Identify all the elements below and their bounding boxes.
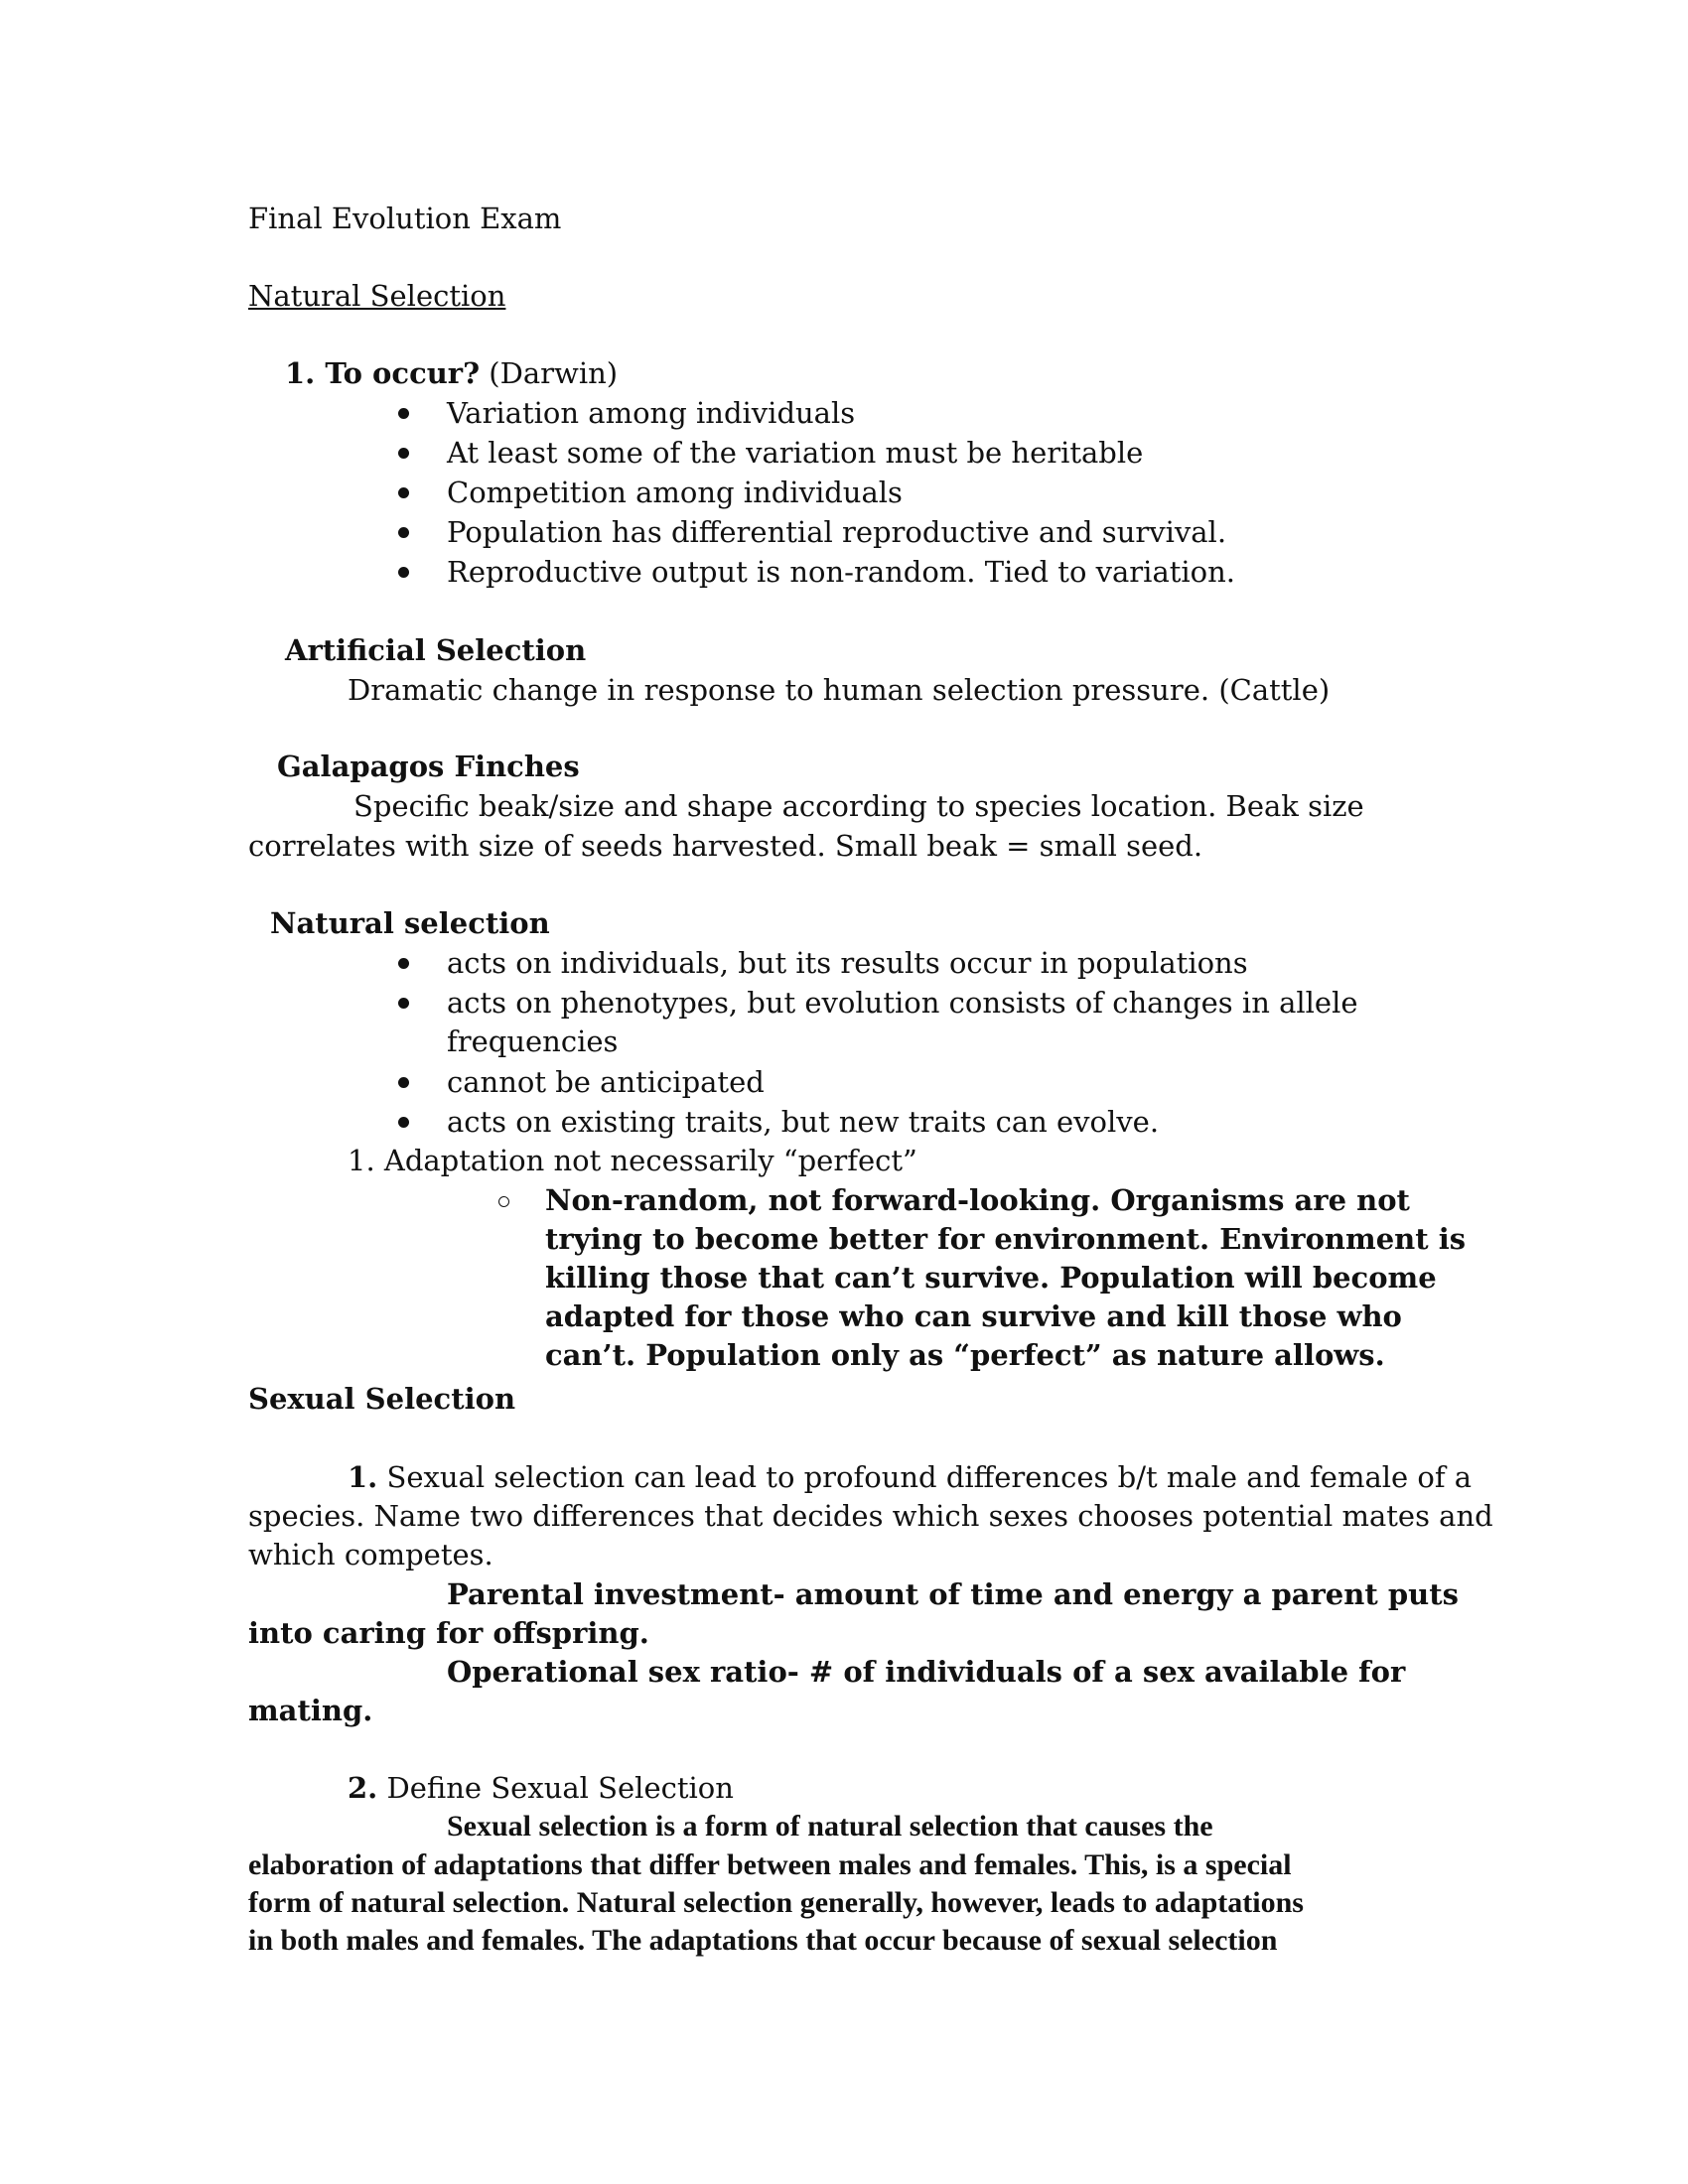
sexual-question-1-line [348,1458,1472,1497]
list-item: Population has differential reproductive and survival. [447,515,1227,549]
bullet-icon [398,567,409,578]
sub-list-line: killing those that can’t survive. Population will become [545,1261,1437,1295]
list-item: At least some of the variation must be heritable [447,436,1144,470]
list-item: acts on phenotypes, but evolution consists of changes in allele [447,986,1358,1020]
list-item: Competition among individuals [447,476,903,509]
list-item-continuation: frequencies [447,1024,619,1058]
document-title: Final Evolution Exam [248,202,562,235]
sub-list-line: trying to become better for environment. Environment is [545,1222,1467,1256]
question-text: Sexual selection can lead to profound differences b/t male and female of a [377,1460,1473,1494]
heading-natural-selection: Natural selection [270,906,550,940]
answer-parental-investment-continuation: into caring for offspring. [248,1616,649,1650]
sub-list-line: Non-random, not forward-looking. Organisms are not [545,1183,1410,1217]
list-item: acts on individuals, but its results occur in populations [447,946,1248,980]
circle-bullet-icon [498,1196,509,1207]
definition-line: Sexual selection is a form of natural selection that causes the [447,1810,1213,1843]
bullet-icon [398,1077,409,1088]
question-suffix: (Darwin) [480,356,619,390]
list-item: cannot be anticipated [447,1065,765,1099]
sexual-question-2 [348,1769,734,1808]
paragraph-finches-line: Specific beak/size and shape according to species location. Beak size [353,789,1364,823]
definition-line: elaboration of adaptations that differ between males and females. This, is a special [248,1848,1292,1881]
heading-galapagos-finches: Galapagos Finches [277,750,580,783]
adaptation-item: 1. Adaptation not necessarily “perfect” [348,1144,917,1177]
sub-list-line: adapted for those who can survive and kill those who [545,1299,1402,1333]
answer-operational-sex-ratio: Operational sex ratio- # of individuals of a sex available for [447,1655,1406,1689]
list-item: Variation among individuals [447,396,856,430]
bullet-icon [398,408,409,419]
bullet-icon [398,958,409,969]
section-heading-natural-selection: Natural Selection [248,279,506,313]
paragraph-artificial-selection: Dramatic change in response to human selection pressure. (Cattle) [348,673,1331,707]
list-item: Reproductive output is non-random. Tied to variation. [447,555,1236,589]
heading-artificial-selection: Artificial Selection [285,633,587,667]
answer-parental-investment: Parental investment- amount of time and energy a parent puts [447,1577,1459,1611]
question-number: 1. [348,1460,378,1494]
bullet-icon [398,448,409,459]
definition-line: form of natural selection. Natural selection generally, however, leads to adaptations [248,1886,1304,1919]
list-item: acts on existing traits, but new traits can evolve. [447,1105,1160,1139]
bullet-icon [398,527,409,538]
answer-operational-sex-ratio-continuation: mating. [248,1694,373,1727]
question-number: 2. [348,1771,378,1805]
question-label: 1. To occur? [285,356,481,390]
sub-list-line: can’t. Population only as “perfect” as nature allows. [545,1338,1385,1372]
bullet-icon [398,487,409,498]
paragraph-finches-line: correlates with size of seeds harvested. Small beak = small seed. [248,829,1203,863]
sexual-question-1-line: species. Name two differences that decides which sexes chooses potential mates and [248,1499,1493,1533]
definition-line: in both males and females. The adaptations that occur because of sexual selection [248,1924,1278,1957]
question-text: Define Sexual Selection [377,1771,734,1805]
question-1-to-occur [285,354,618,393]
section-heading-sexual-selection: Sexual Selection [248,1382,516,1416]
bullet-icon [398,998,409,1009]
sexual-question-1-line: which competes. [248,1538,493,1571]
bullet-icon [398,1117,409,1128]
